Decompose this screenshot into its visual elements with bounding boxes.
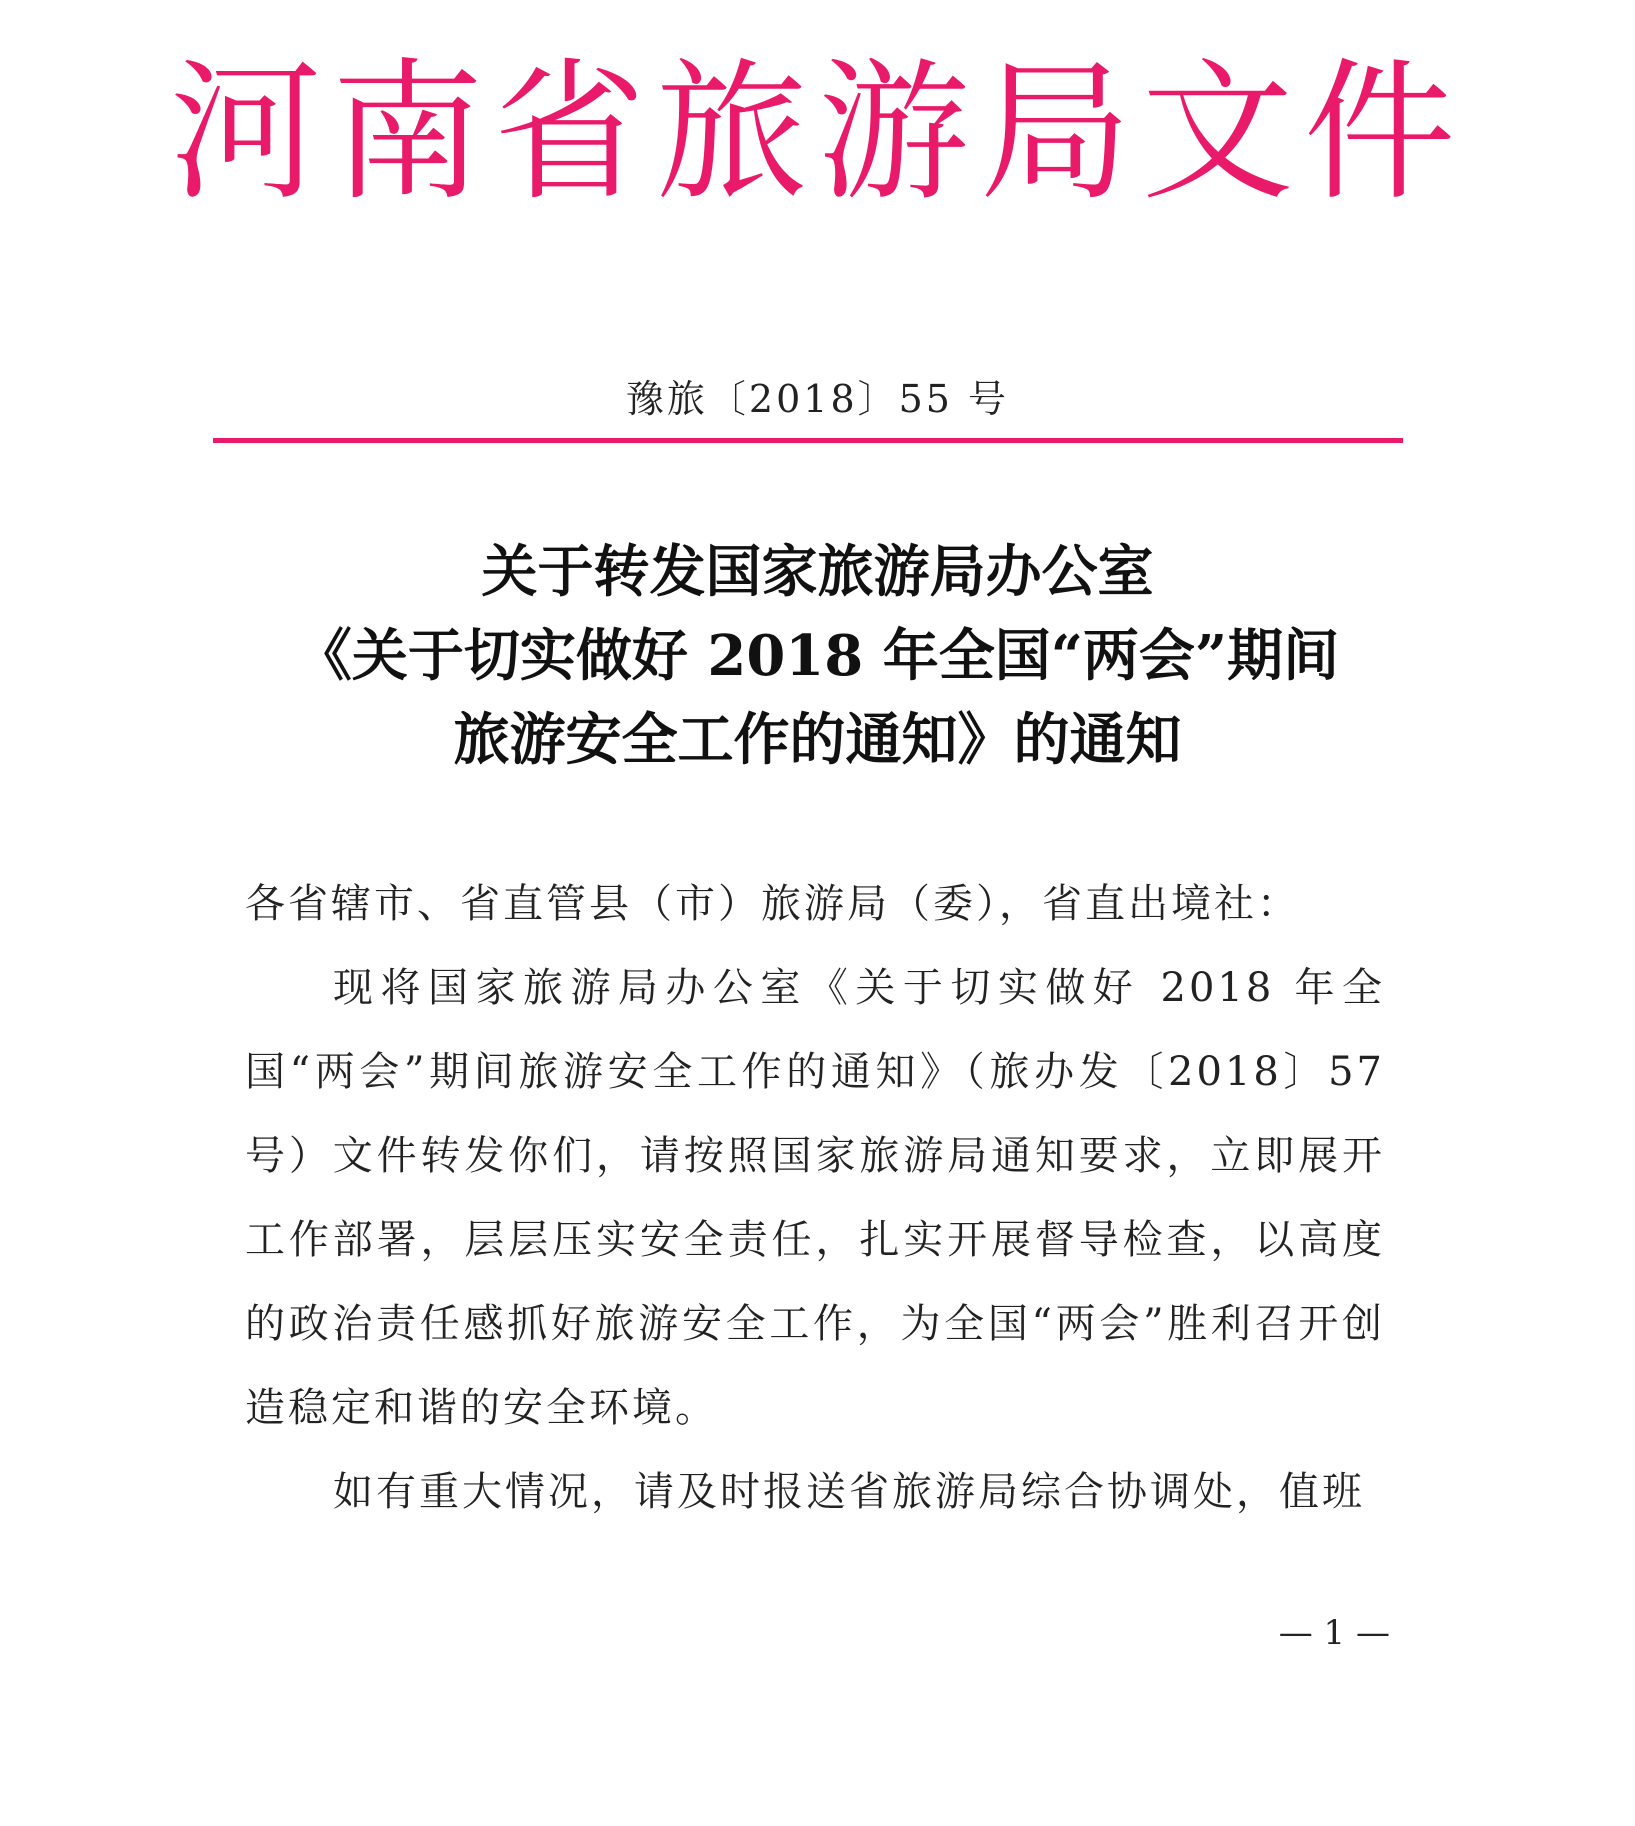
paragraph-1: 现将国家旅游局办公室《关于切实做好 2018 年全国“两会”期间旅游安全工作的通知》（旅办发〔2018〕57 号）文件转发你们，请按照国家旅游局通知要求，立即展开工作部署，层层压实安全责任，扎实开展督导检查，以高度的政治责任感抓好旅游安全工作，为全国“两会”胜利召开创造稳定和谐的安全环境。 <box>245 965 1385 1431</box>
document-number: 豫旅〔2018〕55 号 <box>625 377 1010 421</box>
document-body <box>245 862 1385 1534</box>
title-line-3: 旅游安全工作的通知》的通知 <box>453 707 1182 773</box>
salutation: 各省辖市、省直管县（市）旅游局（委），省直出境社： <box>245 881 1300 927</box>
title-line-1: 关于转发国家旅游局办公室 <box>481 539 1154 605</box>
red-separator-rule <box>213 438 1403 443</box>
page-number: — 1 — <box>1278 1613 1390 1653</box>
masthead-title: 河南省旅游局文件 <box>169 44 1466 221</box>
document-title <box>160 530 1475 782</box>
title-line-2: 《关于切实做好 2018 年全国“两会”期间 <box>295 623 1340 689</box>
paragraph-2: 如有重大情况，请及时报送省旅游局综合协调处，值班 <box>333 1469 1365 1515</box>
